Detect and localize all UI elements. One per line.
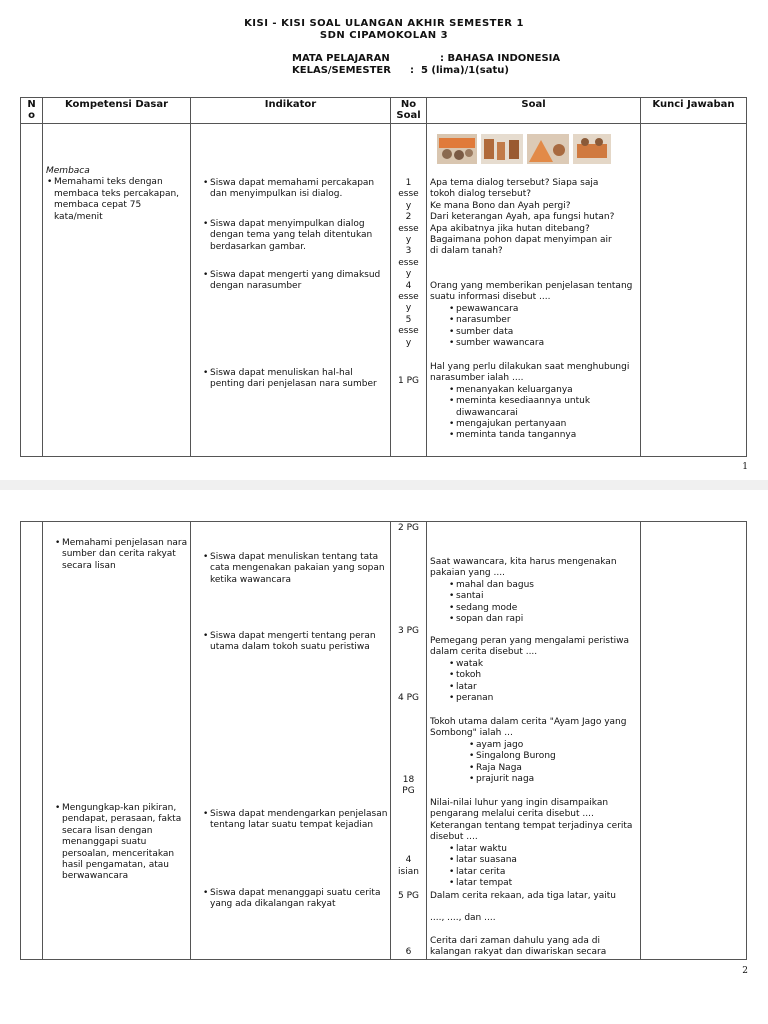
question-peran (430, 636, 638, 704)
question-hubungi-narasumber (430, 362, 638, 442)
question-number: 5 PG (398, 891, 419, 901)
question-narasumber (430, 281, 638, 349)
essay-questions: Apa tema dialog tersebut? Siapa saja tokoh dialog tersebut? Ke mana Bono dan Ayah pergi? Dari keterangan Ayah, apa fungsi hutan? Apa akibatnya jika hutan ditebang? Bagaimana pohon dapat menyimpan air di dalam tanah? (430, 178, 615, 257)
question-number: isian (398, 867, 419, 877)
cell-indikator (191, 124, 391, 457)
cell-kunci (641, 522, 747, 960)
kd-item: • Memahami teks dengan membaca teks percakapan, membaca cepat 75 kata/menit (54, 177, 188, 223)
cell-no (21, 522, 43, 960)
col-header-kd: Kompetensi Dasar (43, 98, 191, 124)
col-header-kunci: Kunci Jawaban (641, 98, 747, 124)
option: • sumber wawancara (456, 338, 638, 349)
question-stem: Tokoh utama dalam cerita "Ayam Jago yang Sombong" ialah ... (430, 717, 627, 739)
question-numbers: 1 esse y 2 esse y 3 esse y 4 esse y 5 esse y (398, 178, 419, 348)
question-number: 6 (405, 947, 412, 957)
option: • sedang mode (456, 603, 638, 614)
col-header-indikator: Indikator (191, 98, 391, 124)
kd-item: • Memahami penjelasan nara sumber dan cerita rakyat secara lisan (62, 538, 188, 572)
option: • meminta kesediaannya untuk diwawancarai (456, 396, 638, 419)
indikator-item: • Siswa dapat menuliskan hal-hal penting dari penjelasan nara sumber (210, 368, 388, 391)
question-number: 2 PG (398, 523, 419, 533)
page-2 (0, 490, 768, 1024)
table-row (21, 124, 747, 457)
question-pakaian (430, 557, 638, 625)
question-number: 3 PG (398, 626, 419, 636)
option: • mengajukan pertanyaan (456, 419, 638, 430)
col-header-soal: Soal (427, 98, 641, 124)
col-header-no-soal: No Soal (391, 98, 427, 124)
question-stem: Saat wawancara, kita harus mengenakan pakaian yang .... (430, 557, 617, 579)
question-stem: Keterangan tentang tempat terjadinya cerita disebut .... (430, 821, 633, 843)
option: • meminta tanda tangannya (456, 430, 638, 441)
question-tiga-latar-blanks: ...., ...., dan .... (430, 913, 496, 923)
page-number: 2 (742, 966, 748, 976)
option: • sumber data (456, 327, 638, 338)
option: • latar suasana (456, 855, 638, 866)
question-tiga-latar: Dalam cerita rekaan, ada tiga latar, yaitu (430, 891, 617, 901)
question-number-pg: 1 PG (398, 376, 419, 386)
cell-no-soal (391, 522, 427, 960)
kd-heading: Membaca (46, 166, 90, 176)
question-stem: Hal yang perlu dilakukan saat menghubungi narasumber ialah .... (430, 362, 630, 384)
table-row (21, 522, 747, 960)
subject-label: MATA PELAJARAN (292, 53, 390, 64)
option: • Raja Naga (476, 763, 638, 774)
cell-kunci (641, 124, 747, 457)
cell-indikator (191, 522, 391, 960)
option: • latar cerita (456, 867, 638, 878)
cell-soal (427, 522, 641, 960)
question-stem: Orang yang memberikan penjelasan tentang suatu informasi disebut .... (430, 281, 633, 303)
option: • santai (456, 591, 638, 602)
indikator-item: • Siswa dapat mengerti yang dimaksud dengan narasumber (210, 270, 388, 293)
cell-kd (43, 522, 191, 960)
question-number: PG (402, 786, 415, 796)
page-1 (0, 0, 768, 480)
question-latar (430, 821, 638, 889)
kd-item: • Mengungkap-kan pikiran, pendapat, perasaan, fakta secara lisan dengan menanggapi suatu persoalan, menceritakan hasil pengamatan, atau berwawancara (62, 803, 188, 883)
school-name: SDN CIPAMOKOLAN 3 (319, 30, 449, 41)
option: • tokoh (456, 670, 638, 681)
indikator-item: • Siswa dapat mendengarkan penjelasan tentang latar suatu tempat kejadian (210, 809, 388, 832)
class-value: : 5 (lima)/1(satu) (410, 65, 509, 76)
option: • latar (456, 682, 638, 693)
option: • peranan (456, 693, 638, 704)
option: • prajurit naga (476, 774, 638, 785)
doc-title: KISI - KISI SOAL ULANGAN AKHIR SEMESTER 1 (244, 18, 524, 29)
question-stem: Pemegang peran yang mengalami peristiwa dalam cerita disebut .... (430, 636, 630, 658)
option: • ayam jago (476, 740, 638, 751)
cell-no-soal (391, 124, 427, 457)
indikator-item: • Siswa dapat memahami percakapan dan menyimpulkan isi dialog. (210, 178, 388, 201)
indikator-item: • Siswa dapat menanggapi suatu cerita yang ada dikalangan rakyat (210, 888, 388, 911)
page-number: 1 (742, 462, 748, 472)
question-number: 4 (405, 855, 412, 865)
question-tokoh-utama (430, 717, 638, 785)
table-header-row (21, 98, 747, 124)
class-label: KELAS/SEMESTER (292, 65, 391, 76)
indikator-item: • Siswa dapat menuliskan tentang tata cata mengenakan pakaian yang sopan ketika wawancara (210, 552, 388, 586)
option: • watak (456, 659, 638, 670)
option: • pewawancara (456, 304, 638, 315)
question-cerita-rakyat: Cerita dari zaman dahulu yang ada di kalangan rakyat dan diwariskan secara (430, 936, 607, 958)
cell-no (21, 124, 43, 457)
option: • latar tempat (456, 878, 638, 889)
option: • Singalong Burong (476, 751, 638, 762)
question-number: 4 PG (398, 693, 419, 703)
subject-value: : BAHASA INDONESIA (440, 53, 561, 64)
cell-kd (43, 124, 191, 457)
grid-table-1 (20, 97, 747, 457)
col-header-no: N o (21, 98, 43, 124)
question-number: 18 (402, 775, 415, 785)
cell-soal (427, 124, 641, 457)
indikator-item: • Siswa dapat mengerti tentang peran utama dalam tokoh suatu peristiwa (210, 631, 388, 654)
indikator-item: • Siswa dapat menyimpulkan dialog dengan tema yang telah ditentukan berdasarkan gambar. (210, 219, 388, 253)
dialog-illustration-image (437, 134, 611, 164)
option: • mahal dan bagus (456, 580, 638, 591)
option: • menanyakan keluarganya (456, 385, 638, 396)
question-nilai-luhur: Nilai-nilai luhur yang ingin disampaikan pengarang melalui cerita disebut .... (430, 798, 609, 820)
grid-table-2 (20, 521, 747, 960)
option: • latar waktu (456, 844, 638, 855)
option: • sopan dan rapi (456, 614, 638, 625)
option: • narasumber (456, 315, 638, 326)
